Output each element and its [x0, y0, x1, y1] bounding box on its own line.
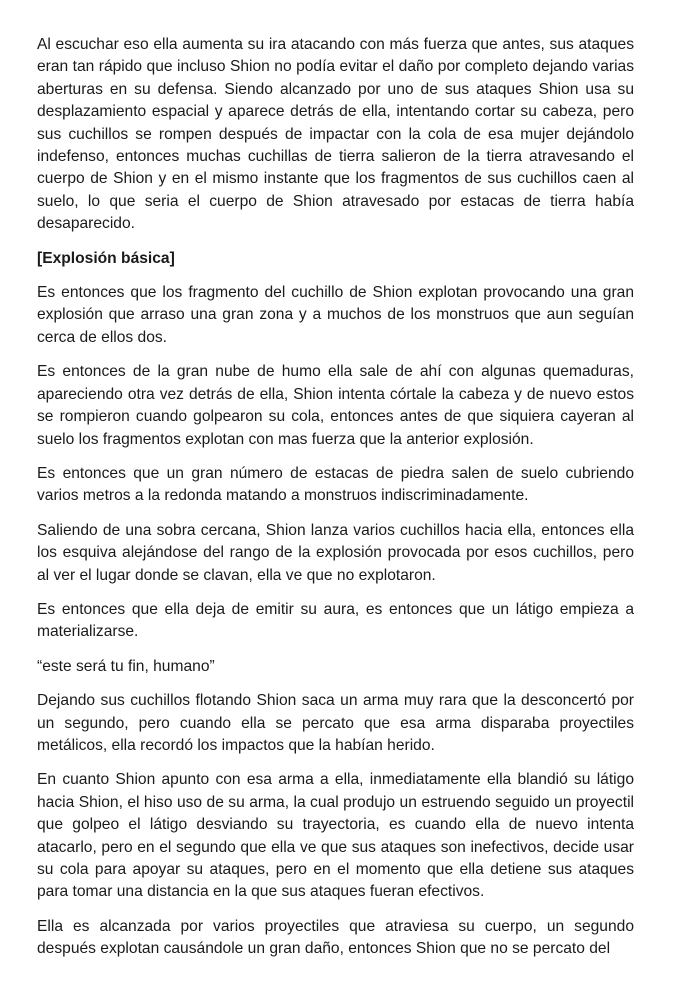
- paragraph: Es entonces que ella deja de emitir su aura, es entonces que un látigo empieza a materializarse.: [37, 600, 634, 641]
- document-page: [37, 34, 634, 973]
- dialogue-line: “este será tu fin, humano”: [37, 657, 215, 675]
- paragraph: Es entonces que los fragmento del cuchillo de Shion explotan provocando una gran explosión que arraso una gran zona y a muchos de los monstruos que aun seguían cerca de ellos dos.: [37, 284, 634, 346]
- paragraph: Es entonces que un gran número de estacas de piedra salen de suelo cubriendo varios metros a la redonda matando a monstruos indiscriminadamente.: [37, 464, 634, 505]
- paragraph: Saliendo de una sobra cercana, Shion lanza varios cuchillos hacia ella, entonces ella los esquiva alejándose del rango de la explosión provocada por esos cuchillos, pero al ver el lugar donde se clavan, ella ve que no explotaron.: [37, 521, 634, 584]
- paragraph: Dejando sus cuchillos flotando Shion saca un arma muy rara que la desconcertó por un segundo, pero cuando ella se percato que esa arma disparaba proyectiles metálicos, ella recordó los impactos que la habían herido.: [37, 692, 634, 754]
- paragraph: Ella es alcanzada por varios proyectiles que atraviesa su cuerpo, un segundo después explotan causándole un gran daño, entonces Shion que no se percato del: [37, 917, 634, 958]
- section-heading: [Explosión básica]: [37, 249, 175, 267]
- paragraph: En cuanto Shion apunto con esa arma a ella, inmediatamente ella blandió su látigo hacia Shion, el hiso uso de su arma, la cual produjo un estruendo seguido un proyectil que golpeo el látigo desviando su trayectoria, es cuando ella de nuevo intenta atacarlo, pero en el segundo que ella ve que sus ataques son inefectivos, decide usar su cola para apoyar su ataques, pero en el momento que ella detiene sus ataques para tomar una distancia en la que sus ataques fueran efectivos.: [37, 771, 634, 901]
- paragraph: Al escuchar eso ella aumenta su ira atacando con más fuerza que antes, sus ataques eran tan rápido que incluso Shion no podía evitar el daño por completo dejando varias aberturas en su defensa. Siendo alcanzado por uno de sus ataques Shion usa su desplazamiento espacial y aparece detrás de ella, intentando cortar su cabeza, pero sus cuchillos se rompen después de impactar con la cola de esa mujer dejándolo indefenso, entonces muchas cuchillas de tierra salieron de la tierra atravesando el cuerpo de Shion y en el mismo instante que los fragmentos de sus cuchillos caen al suelo, lo que seria el cuerpo de Shion atravesado por estacas de tierra había desaparecido.: [37, 36, 634, 233]
- paragraph: Es entonces de la gran nube de humo ella sale de ahí con algunas quemaduras, apareciendo otra vez detrás de ella, Shion intenta córtale la cabeza y de nuevo estos se rompieron cuando golpearon su cola, entonces antes de que siquiera cayeran al suelo los fragmentos explotan con mas fuerza que la anterior explosión.: [37, 363, 634, 448]
